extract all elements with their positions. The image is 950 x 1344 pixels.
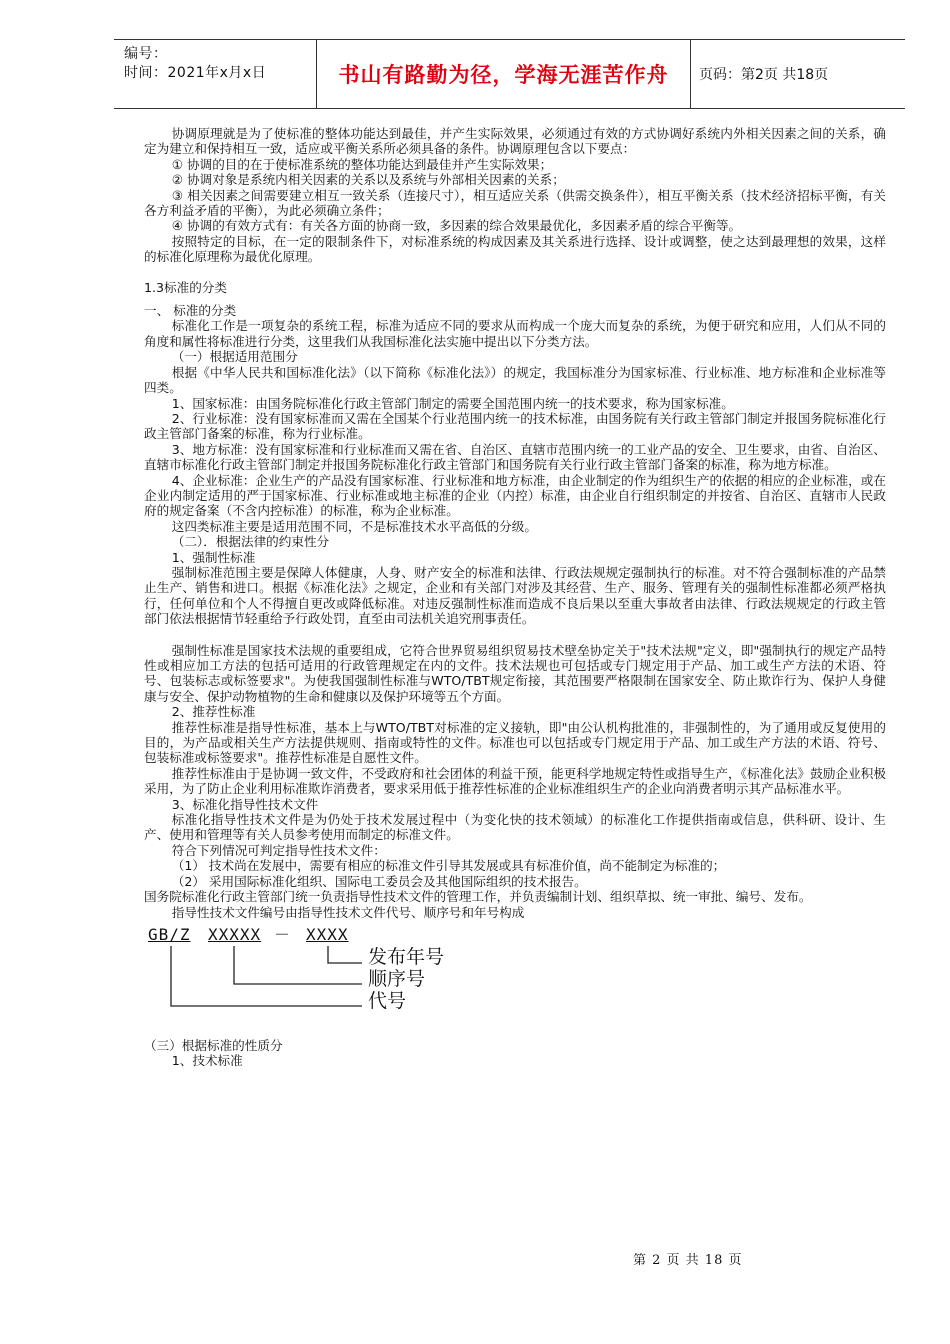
header-page-label: 页码：第2页 共18页	[699, 67, 829, 83]
paragraph: ① 协调的目的在于使标准系统的整体功能达到最佳并产生实际效果；	[171, 156, 553, 172]
numbering-diagram	[144, 924, 474, 1032]
paragraph: 指导性技术文件编号由指导性技术文件代号、顺序号和年号构成	[171, 904, 525, 920]
time-label: 时间：2021年x月x日	[124, 65, 267, 81]
list-item: （1） 技术尚在发展中，需要有相应的标准文件引导其发展或具有标准价值，尚不能制定为标准的；	[171, 858, 726, 874]
diagram-dash: －	[274, 924, 291, 944]
paragraph: 强制性标准是国家技术法规的重要组成，它符合世界贸易组织贸易技术壁垒协定关于"技术法规"定义，即"强制执行的规定产品特性或相应加工方法的包括可适用的行政管理规定在内的文件。技术法规也可包括或专门规定用于产品、加工或生产方法的术语、符号、包装标志或标签要求"。为使我国强制性标准与WTO/TBT规定衔接，其范围要严格限制在国家安全、防止欺诈行为、保护人身健康与安全、保护动物植物的生命和健康以及保护环境等五个方面。	[144, 642, 886, 704]
paragraph: ④ 协调的有效方式有：有关各方面的协商一致，多因素的综合效果最优化，多因素矛盾的综合平衡等。	[171, 218, 742, 234]
subsection-heading: 2、推荐性标准	[171, 704, 256, 720]
paragraph: 符合下列情况可判定指导性技术文件：	[171, 842, 386, 858]
subsection-heading: 1、技术标准	[171, 1053, 243, 1069]
paragraph: 2、行业标准：没有国家标准而又需在全国某个行业范围内统一的技术标准，由国务院有关行政主管部门制定并报国务院标准化行政主管部门备案的标准，称为行业标准。	[144, 410, 886, 442]
paragraph: 推荐性标准由于是协调一致文件，不受政府和社会团体的利益干预，能更科学地规定特性或指导生产，《标准化法》鼓励企业积极采用，为了防止企业利用标准欺诈消费者，要求采用低于推荐性标准的企业标准组织生产的企业向消费者明示其产品标准水平。	[144, 765, 886, 797]
header-motto: 书山有路勤为径，学海无涯苦作舟	[338, 62, 669, 87]
list-item: （2） 采用国际标准化组织、国际电工委员会及其他国际组织的技术报告。	[171, 873, 587, 889]
paragraph: 1、国家标准：由国务院标准化行政主管部门制定的需要全国范围内统一的技术要求，称为国家标准。	[171, 395, 734, 411]
paragraph: 这四类标准主要是适用范围不同，不是标准技术水平高低的分级。	[171, 518, 537, 534]
paragraph: 根据《中华人民共和国标准化法》（以下简称《标准化法》）的规定，我国标准分为国家标准、行业标准、地方标准和企业标准等四类。	[144, 364, 886, 396]
diagram-code: GB/Z	[148, 924, 191, 944]
subsection-heading: （一）根据适用范围分	[171, 349, 298, 365]
page-header	[114, 39, 905, 109]
paragraph: 推荐性标准是指导性标准，基本上与WTO/TBT对标准的定义接轨，即"由公认机构批准的，非强制性的，为了通用或反复使用的目的，为产品或相关生产方法提供规则、指南或特性的文件。标准也可以包括或专门规定用于产品、加工或生产方法的术语、符号、包装标准或标签要求"。推荐性标准是自愿性文件。	[144, 719, 886, 766]
section-heading: 一、 标准的分类	[144, 303, 237, 319]
document-body	[144, 126, 886, 1069]
paragraph: ③ 相关因素之间需要建立相互一致关系（连接尺寸），相互适应关系（供需交换条件），相互平衡关系（技术经济招标平衡，有关各方利益矛盾的平衡），为此必须确立条件；	[144, 187, 886, 219]
page-footer: 第 2 页 共 18 页	[633, 1253, 743, 1268]
section-heading: 1.3标准的分类	[144, 279, 227, 295]
subsection-heading: 3、标准化指导性技术文件	[171, 796, 319, 812]
paragraph: 国务院标准化行政主管部门统一负责指导性技术文件的管理工作，并负责编制计划、组织草拟、统一审批、编号、发布。	[144, 889, 812, 905]
paragraph: 强制标准范围主要是保障人体健康，人身、财产安全的标准和法律、行政法规规定强制执行的标准。对不符合强制标准的产品禁止生产、销售和进口。根据《标准化法》之规定，企业和有关部门对涉及其经营、生产、服务、管理有关的强制性标准都必须严格执行，任何单位和个人不得擅自更改或降低标准。对违反强制性标准而造成不良后果以至重大事故者由法律、行政法规规定的行政主管部门依法根据情节轻重给予行政处罚，直至由司法机关追究刑事责任。	[144, 564, 886, 627]
paragraph: 4、企业标准：企业生产的产品没有国家标准、行业标准和地方标准，由企业制定的作为组织生产的依据的相应的企业标准，或在企业内制定适用的严于国家标准、行业标准或地主标准的企业（内控）标准，由企业自行组织制定的并按省、自治区、直辖市人民政府的规定备案（不含内控标准）的标准，称为企业标准。	[144, 472, 886, 519]
diagram-label-code: 代号	[368, 989, 407, 1012]
header-meta	[114, 40, 317, 108]
paragraph: 协调原理就是为了使标准的整体功能达到最佳，并产生实际效果，必须通过有效的方式协调好系统内外相关因素之间的关系，确定为建立和保持相互一致，适应或平衡关系所必须具备的条件。协调原理包含以下要点：	[144, 126, 886, 157]
paragraph: ② 协调对象是系统内相关因素的关系以及系统与外部相关因素的关系；	[171, 172, 565, 188]
paragraph: 按照特定的目标，在一定的限制条件下，对标准系统的构成因素及其关系进行选择、设计或调整，使之达到最理想的效果，这样的标准化原理称为最优化原理。	[144, 233, 886, 265]
subsection-heading: （三）根据标准的性质分	[144, 1037, 283, 1053]
paragraph: 标准化指导性技术文件是为仍处于技术发展过程中（为变化快的技术领域）的标准化工作提供指南或信息，供科研、设计、生产、使用和管理等有关人员参考使用而制定的标准文件。	[144, 812, 886, 843]
code-label: 编号：	[124, 46, 168, 62]
subsection-heading: 1、强制性标准	[171, 549, 256, 565]
paragraph: 标准化工作是一项复杂的系统工程，标准为适应不同的要求从而构成一个庞大而复杂的系统，为便于研究和应用，人们从不同的角度和属性将标准进行分类，这里我们从我国标准化法实施中提出以下分类方法。	[144, 318, 886, 349]
subsection-heading: （二）．根据法律的约束性分	[171, 534, 330, 550]
header-motto-cell	[316, 40, 691, 108]
diagram-label-seq: 顺序号	[368, 967, 426, 990]
diagram-seq: XXXXX	[208, 924, 262, 944]
diagram-year: XXXX	[306, 924, 349, 944]
paragraph: 3、地方标准：没有国家标准和行业标准而又需在省、自治区、直辖市范围内统一的工业产品的安全、卫生要求，由省、自治区、直辖市标准化行政主管部门制定并报国务院标准化行政主管部门和国务院有关行业行政主管部门备案的标准，称为地方标准。	[144, 441, 886, 473]
diagram-label-year: 发布年号	[368, 945, 445, 968]
